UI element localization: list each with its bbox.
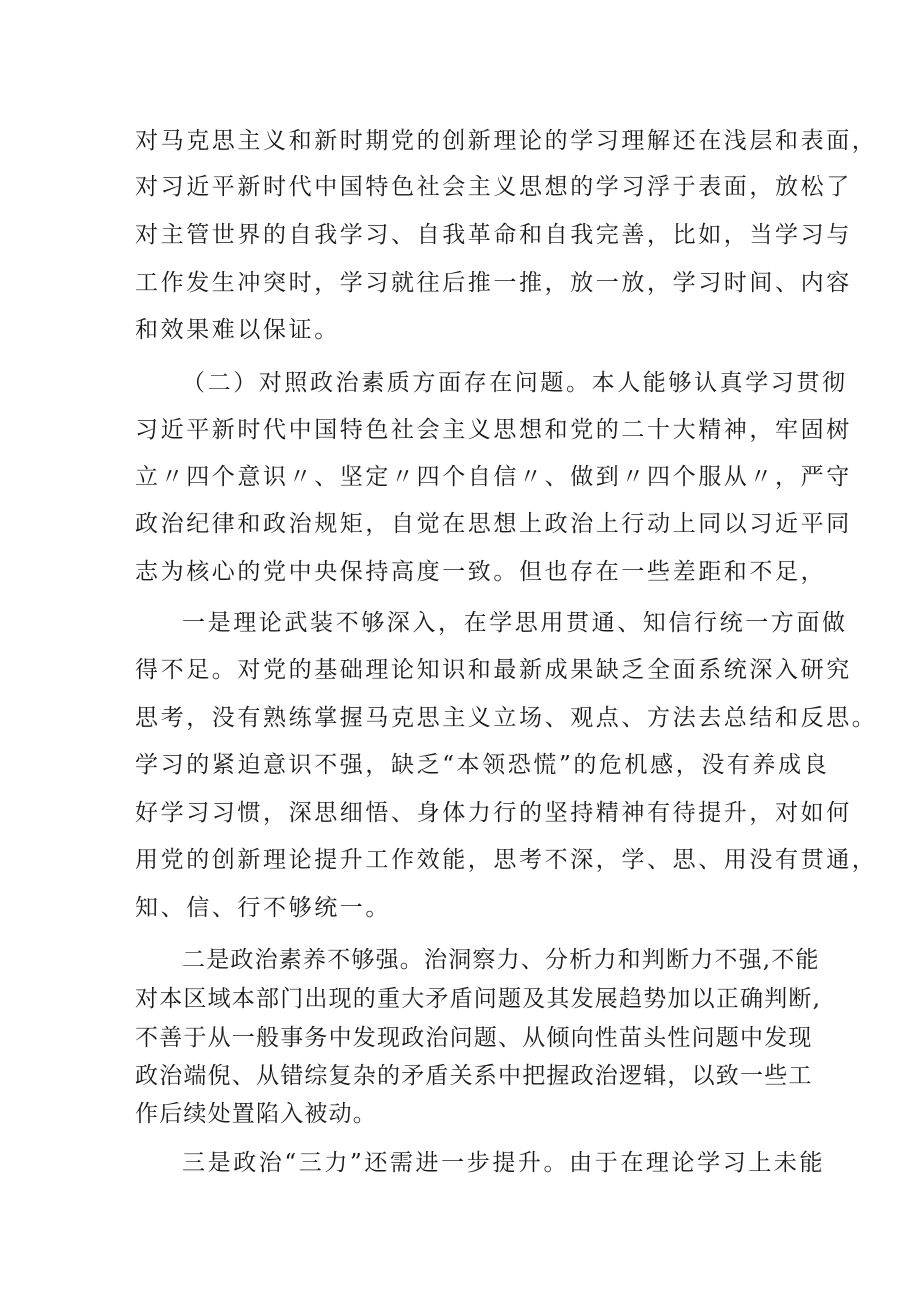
text-line: 工作发生冲突时，学习就往后推一推，放一放，学习时间、内容 <box>135 270 852 296</box>
text-line: 作后续处置陷入被动。 <box>135 1101 377 1127</box>
text-line: 不善于从一般事务中发现政治问题、从倾向性苗头性问题中发现 <box>135 1025 813 1051</box>
text-line: 学习的紧迫意识不强，缺乏“本领恐慌”的危机感，没有养成良 <box>135 752 830 778</box>
text-line: 对本区域本部门出现的重大矛盾问题及其发展趋势加以正确判断, <box>135 986 822 1012</box>
text-line: 对主管世界的自我学习、自我革命和自我完善，比如，当学习与 <box>135 222 852 248</box>
text-line: 志为核心的党中央保持高度一致。但也存在一些差距和不足， <box>135 559 827 585</box>
text-line: 思考，没有熟练掌握马克思主义立场、观点、方法去总结和反思。 <box>135 705 878 731</box>
text-line: 政治端倪、从错综复杂的矛盾关系中把握政治逻辑，以致一些工 <box>135 1063 813 1089</box>
text-line: 习近平新时代中国特色社会主义思想和党的二十大精神，牢固树 <box>135 417 852 443</box>
text-line: 用党的创新理论提升工作效能，思考不深，学、思、用没有贯通， <box>135 847 878 873</box>
text-line: 一是理论武装不够深入，在学思用贯通、知信行统一方面做 <box>182 610 848 636</box>
text-line: 知、信、行不够统一。 <box>135 895 391 921</box>
text-line: 二是政治素养不够强。治洞察力、分析力和判断力不强,不能 <box>182 947 820 973</box>
text-line: 立〃四个意识〃、坚定〃四个自信〃、做到〃四个服从〃，严守 <box>135 464 852 490</box>
text-line: 三是政治“三力”还需进一步提升。由于在理论学习上未能 <box>182 1150 826 1176</box>
text-line: 好学习习惯，深思细悟、身体力行的坚持精神有待提升，对如何 <box>135 800 852 826</box>
text-line: 政治纪律和政治规矩，自觉在思想上政治上行动上同以习近平同 <box>135 511 852 537</box>
text-line: 和效果难以保证。 <box>135 317 340 343</box>
text-line: 得不足。对党的基础理论知识和最新成果缺乏全面系统深入研究 <box>135 657 852 683</box>
text-line: 对马克思主义和新时期党的创新理论的学习理解还在浅层和表面， <box>135 128 878 154</box>
text-line: 对习近平新时代中国特色社会主义思想的学习浮于表面，放松了 <box>135 174 852 200</box>
text-line: （二）对照政治素质方面存在问题。本人能够认真学习贯彻 <box>182 370 848 396</box>
